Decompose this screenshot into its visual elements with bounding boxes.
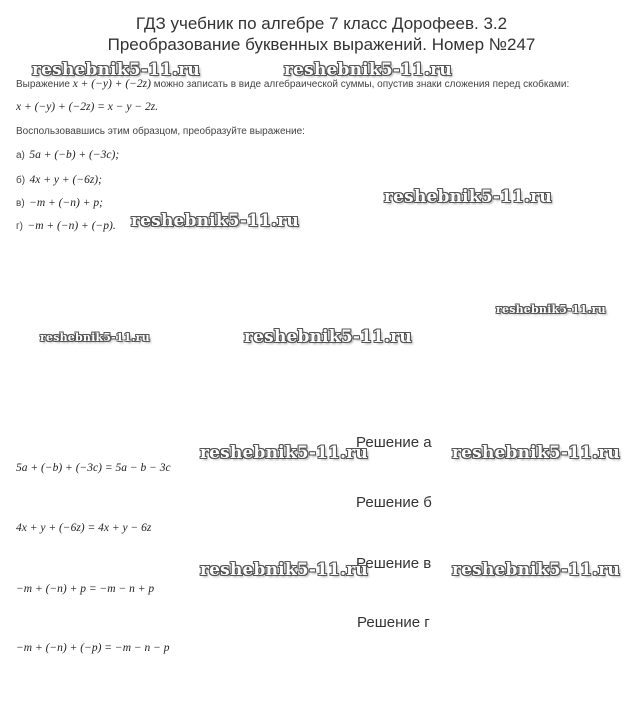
page-title-line-1: ГДЗ учебник по алгебре 7 класс Дорофеев. 3.2: [135, 14, 508, 33]
task-item-expression: 5a + (−b) + (−3c);: [29, 149, 120, 161]
watermark: reshebnik5-11.ru: [452, 560, 620, 580]
task-intro-prefix: Выражение: [16, 79, 70, 90]
task-item-c: [16, 193, 103, 211]
task-item-label: б): [16, 175, 26, 186]
watermark: reshebnik5-11.ru: [384, 187, 552, 207]
solution-b-heading: Решение б: [356, 494, 432, 511]
task-item-d: [16, 216, 116, 234]
task-item-expression: −m + (−n) + (−p).: [27, 220, 116, 232]
watermark: reshebnik5-11.ru: [284, 60, 452, 80]
task-item-a: [16, 145, 119, 163]
solution-c-heading: Решение в: [356, 555, 432, 572]
solution-d-heading: Решение г: [357, 614, 430, 631]
watermark: reshebnik5-11.ru: [40, 331, 150, 344]
task-item-expression: −m + (−n) + p;: [29, 197, 103, 209]
solution-b-expression: 4x + y + (−6z) = 4x + y − 6z: [16, 522, 152, 534]
task-example: x + (−y) + (−2z) = x − y − 2z.: [16, 101, 159, 113]
watermark: reshebnik5-11.ru: [200, 443, 368, 463]
watermark: reshebnik5-11.ru: [496, 303, 606, 316]
watermark: reshebnik5-11.ru: [131, 211, 299, 231]
solution-c-expression: −m + (−n) + p = −m − n + p: [16, 583, 155, 595]
task-item-expression: 4x + y + (−6z);: [29, 174, 102, 186]
solution-a-expression: 5a + (−b) + (−3c) = 5a − b − 3c: [16, 462, 171, 474]
watermark: reshebnik5-11.ru: [452, 443, 620, 463]
task-instruction: Воспользовавшись этим образцом, преобразуйте выражение:: [16, 126, 305, 137]
solution-a-heading: Решение а: [356, 434, 432, 451]
task-item-b: [16, 170, 102, 188]
watermark: reshebnik5-11.ru: [32, 60, 200, 80]
watermark: reshebnik5-11.ru: [200, 560, 368, 580]
page-title-line-2: Преобразование буквенных выражений. Номер №247: [107, 35, 536, 54]
task-item-label: а): [16, 150, 25, 161]
solution-d-expression: −m + (−n) + (−p) = −m − n − p: [16, 642, 170, 654]
watermark: reshebnik5-11.ru: [244, 327, 412, 347]
task-intro-suffix: можно записать в виде алгебраической суммы, опустив знаки сложения перед скобками:: [153, 79, 570, 90]
task-intro-expression: x + (−y) + (−2z): [72, 78, 151, 90]
task-item-label: в): [16, 198, 25, 209]
task-item-label: г): [16, 221, 23, 232]
